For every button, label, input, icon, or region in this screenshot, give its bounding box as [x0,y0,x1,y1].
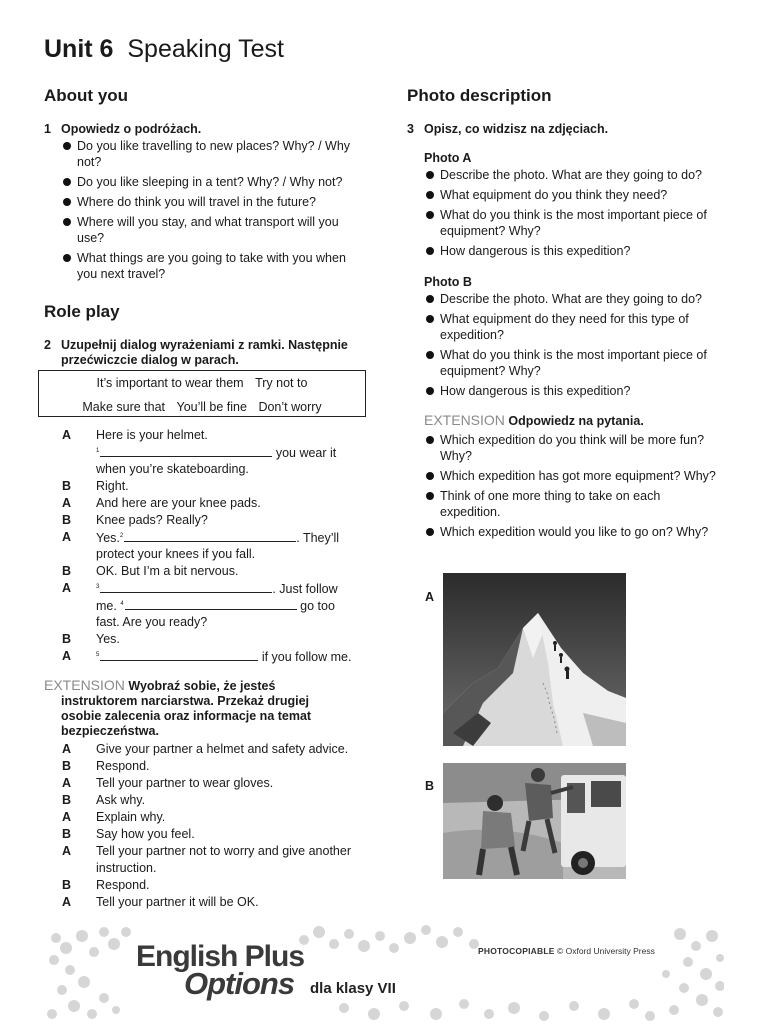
blank-5[interactable] [100,648,258,661]
list-item: What equipment do you think they need? [424,187,724,203]
footer-banner [44,918,724,1024]
task-number: 3 [407,122,414,136]
list-item: Do you like travelling to new places? Why? / Why not? [61,138,351,170]
list-item: Where will you stay, and what transport will you use? [61,214,351,246]
unit-number: Unit 6 [44,35,114,63]
phrase: Try not to [255,376,308,390]
photo-description-heading: Photo description [407,86,552,105]
list-item: Which expedition do you think will be more fun? Why? [424,432,724,464]
photo-b-car-image [443,763,626,879]
phrase: It’s important to wear them [96,376,244,390]
task-number: 1 [44,122,51,136]
extension-role-play [44,678,334,739]
photo-b-bullets [424,291,724,399]
list-item: Describe the photo. What are they going to do? [424,291,724,307]
list-item: Which expedition has got more equipment? Why? [424,468,724,484]
photo-a-marker: A [425,590,435,604]
blank-3[interactable] [100,580,272,593]
phrase: You’ll be fine [176,400,247,414]
phrase: Don’t worry [258,400,322,414]
extension-photo [424,413,644,429]
task-instruction: Opisz, co widzisz na zdjęciach. [424,122,609,136]
list-item: Describe the photo. What are they going to do? [424,167,724,183]
list-item: What things are you going to take with you when you next travel? [61,250,351,282]
list-item: Which expedition would you like to go on? Why? [424,524,724,540]
blank-2[interactable] [124,529,296,542]
list-item: What do you think is the most important piece of equipment? Why? [424,207,724,239]
blank-1[interactable] [100,444,272,457]
photo-b-label: Photo B [424,275,472,289]
list-item: What do you think is the most important piece of equipment? Why? [424,347,724,379]
extension-bullets [424,432,724,540]
photocopiable-notice [478,946,655,956]
unit-title: Speaking Test [127,35,284,63]
task-2 [44,338,369,368]
photo-b-marker: B [425,779,435,793]
task-1 [44,122,364,137]
dialog: A Here is your helmet. $^1$ you wear it when you’re skateboarding. B Right. A And here are your knee pads. B Knee pads? Really? A Yes.$^2$ . They’ll protect your knees if you fall. B OK. But I’m a bit nervous. A $^3$ . Just follow me. $^4$ go too fast. Are you ready? B Yes. A $^5$ if you follow me. [62,428,352,664]
list-item: How dangerous is this expedition? [424,383,724,399]
phrase: Make sure that [82,400,166,414]
task-number: 2 [44,338,51,352]
phrase-box [38,370,366,417]
list-item: Where do think you will travel in the future? [61,194,351,210]
about-bullet-list [61,138,351,282]
photo-a-label: Photo A [424,151,472,165]
photocopiable-label: PHOTOCOPIABLE [478,946,555,956]
blank-4[interactable] [125,597,297,610]
photo-a-bullets [424,167,724,259]
logo-line-2: Options [184,966,295,1001]
photo-a-mountain-image [443,573,626,746]
logo-line-1: English Plus [136,940,305,973]
task-instruction: Uzupełnij dialog wyrażeniami z ramki. Następnie przećwiczcie dialog w parach. [61,338,348,367]
extension-instruction: Wyobraź sobie, że jesteś instruktorem narciarstwa. Przekaż drugiej osobie zalecenia oraz informacje na temat bezpieczeństwa. [61,679,312,738]
page-title [44,34,284,64]
role-play-heading: Role play [44,302,120,321]
list-item: Do you like sleeping in a tent? Why? / Why not? [61,174,351,190]
about-heading: About you [44,86,129,105]
list-item: Think of one more thing to take on each expedition. [424,488,724,520]
task-3 [407,122,727,137]
extension-instruction: Odpowiedz na pytania. [508,414,644,428]
extension-label: EXTENSION [424,412,505,428]
copyright: © Oxford University Press [556,946,655,956]
extension-dialog: A Give your partner a helmet and safety advice. B Respond. A Tell your partner to wear gloves. B Ask why. A Explain why. B Say how you feel. A Tell your partner not to worry and give another instruction. B Respond. A Tell your partner it will be OK. [62,742,351,909]
task-instruction: Opowiedz o podróżach. [61,122,202,136]
list-item: What equipment do they need for this type of expedition? [424,311,724,343]
extension-label: EXTENSION [44,677,125,693]
logo-suffix: dla klasy VII [310,980,396,997]
list-item: How dangerous is this expedition? [424,243,724,259]
